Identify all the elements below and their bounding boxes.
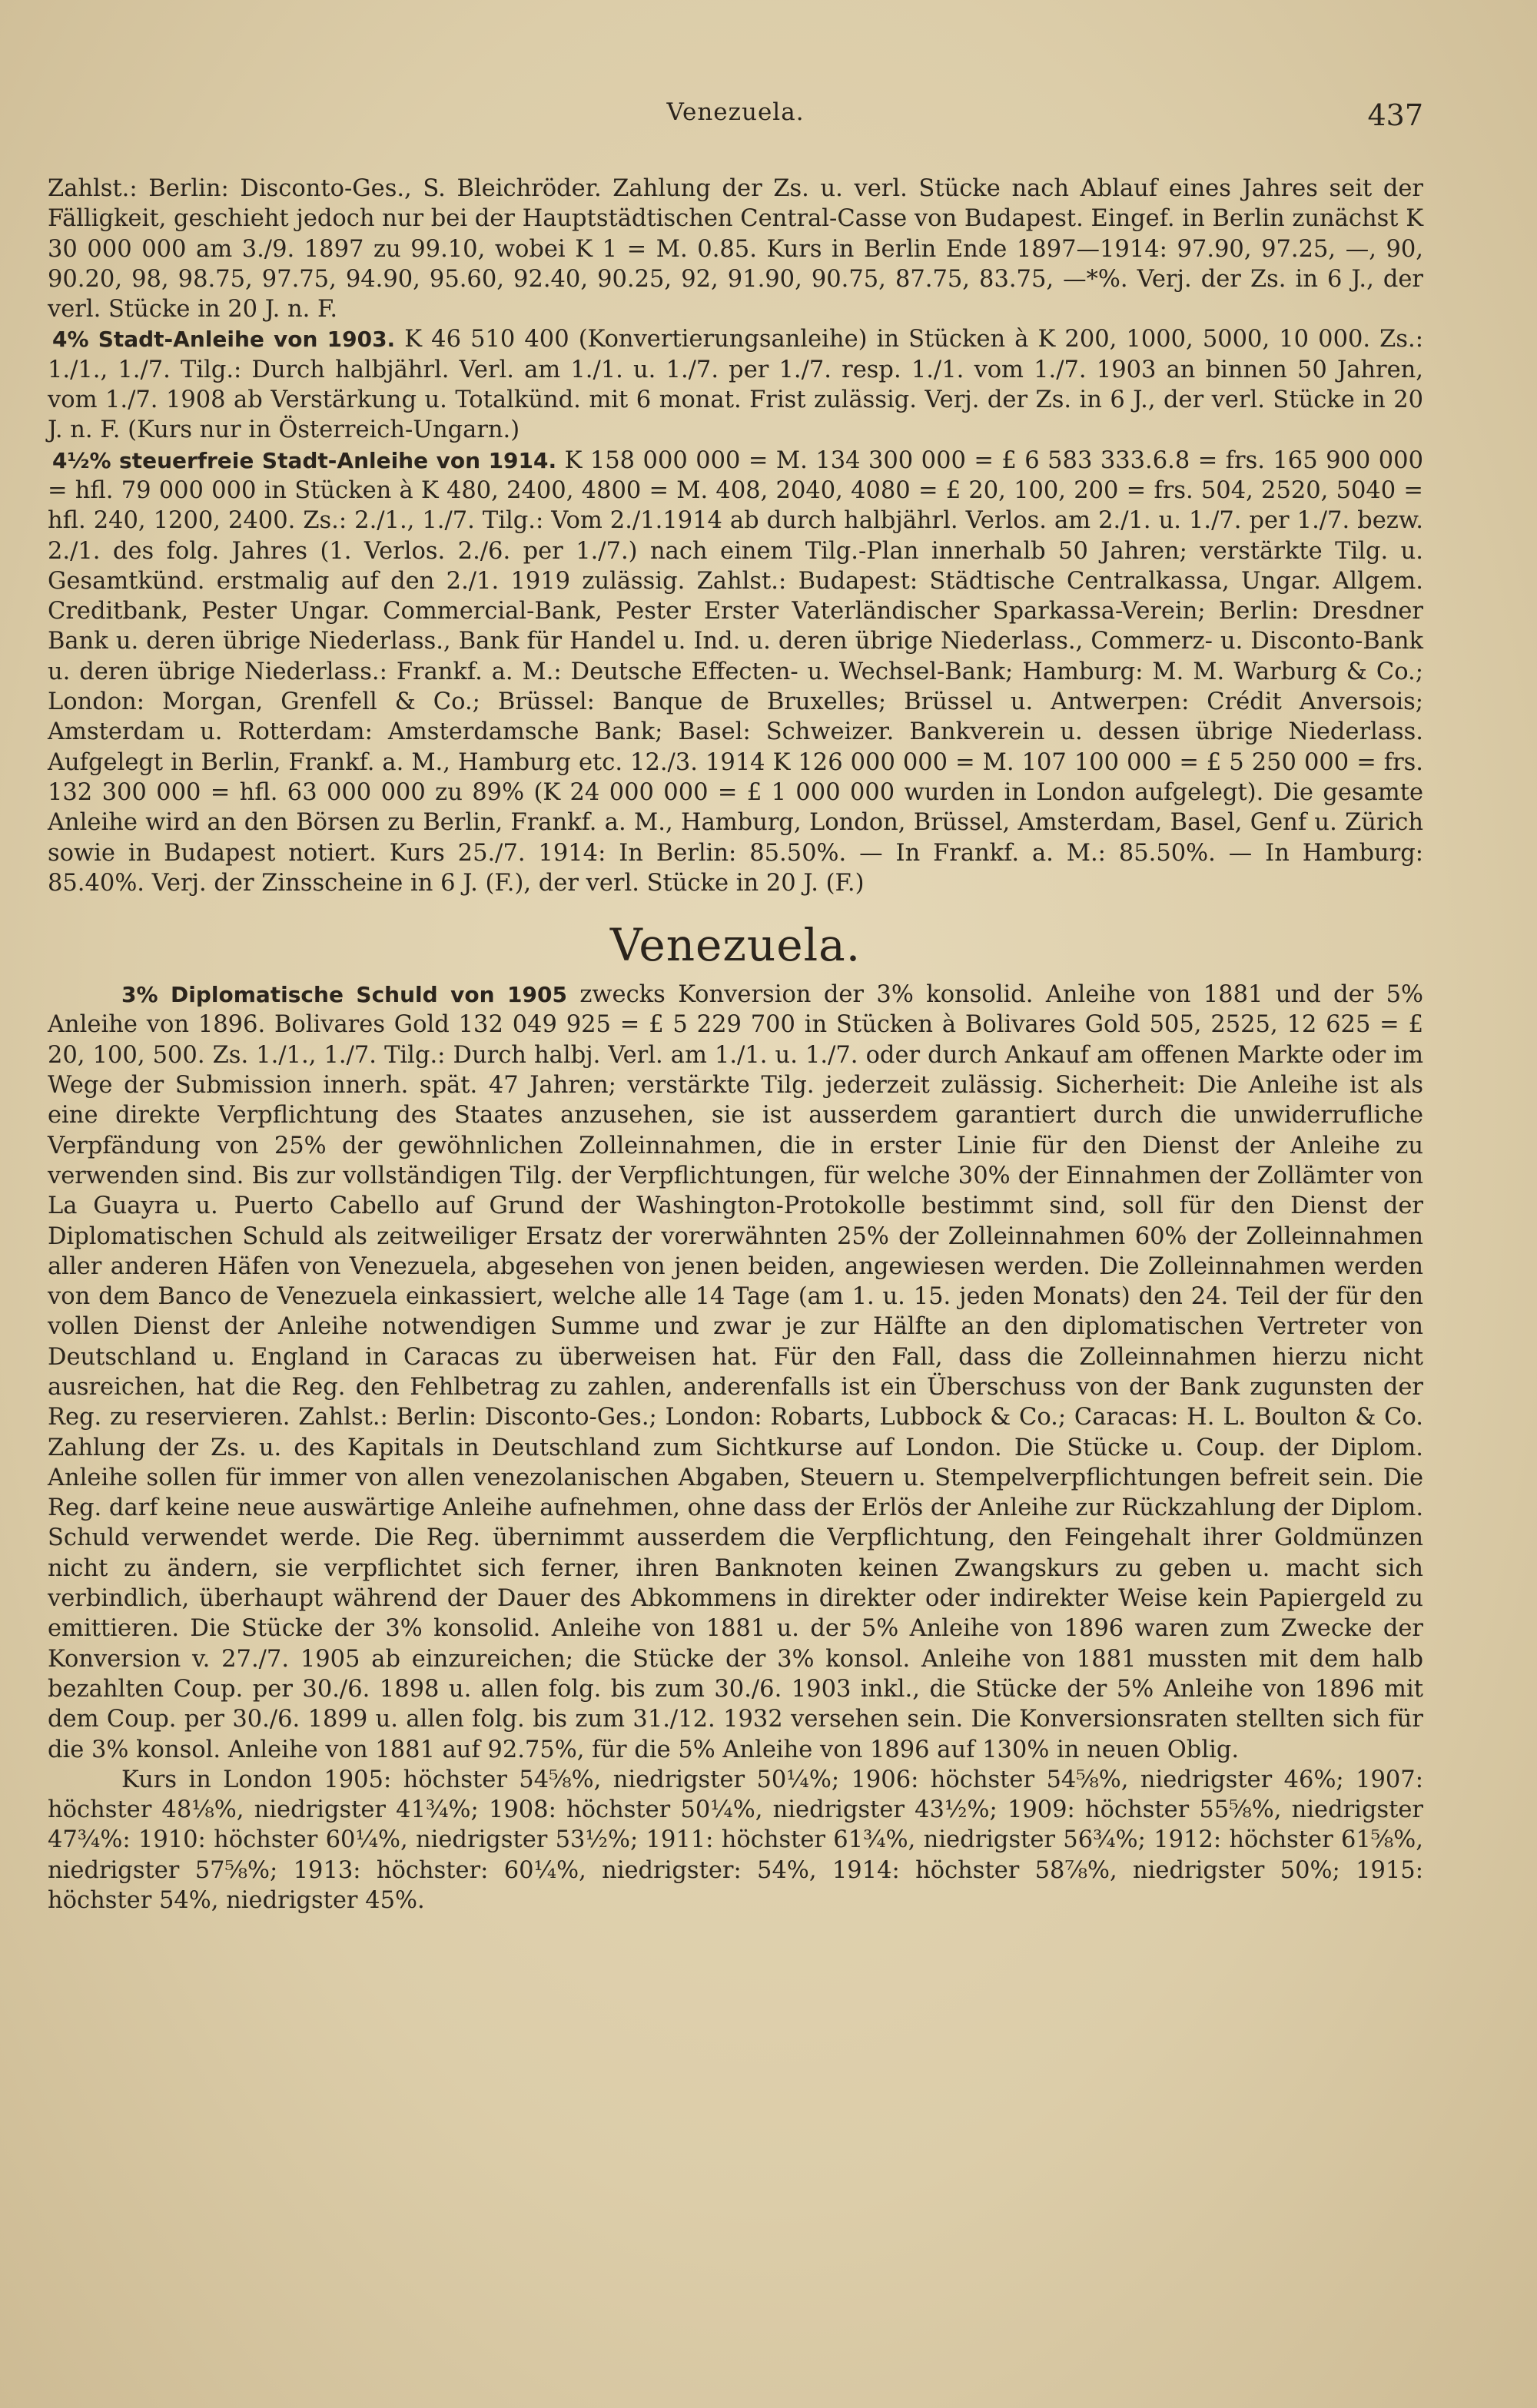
hungary-paragraph-1914 — [48, 446, 1423, 898]
loan-heading-1903: 4% Stadt-Anleihe von 1903. — [52, 327, 396, 353]
hungary-paragraph-zahlst: Zahlst.: Berlin: Disconto-Ges., S. Bleichröder. Zahlung der Zs. u. verl. Stücke nach Ablauf eines Jahres seit der Fälligkeit, geschieht jedoch nur bei der Hauptstädtischen Central-Casse von Budapest. Eingef. in Berlin zunächst K 30 000 000 am 3./9. 1897 zu 99.10, wobei K 1 = M. 0.85. Kurs in Berlin Ende 1897—1914: 97.90, 97.25, —, 90, 90.20, 98, 98.75, 97.75, 94.90, 95.60, 92.40, 90.25, 92, 91.90, 90.75, 87.75, 83.75, —*%. Verj. der Zs. in 6 J., der verl. Stücke in 20 J. n. F. — [48, 175, 1423, 323]
page-header — [48, 98, 1423, 144]
loan-body-1903: K 46 510 400 (Konvertierungsanleihe) in Stücken à K 200, 1000, 5000, 10 000. Zs.: 1./1., 1./7. Tilg.: Durch halbjährl. Verl. am 1./1. u. 1./7. per 1./7. resp. 1./1. vom 1./7. 1903 an binnen 50 Jahren, vom 1./7. 1908 ab Verstärkung u. Totalkünd. mit 6 monat. Frist zulässig. Verj. der Zs. in 6 J., der verl. Stücke in 20 J. n. F. (Kurs nur in Österreich-Ungarn.) — [48, 326, 1423, 444]
loan-body-1905: zwecks Konversion der 3% konsolid. Anleihe von 1881 und der 5% Anleihe von 1896. Bolivares Gold 132 049 925 = £ 5 229 700 in Stücken à Bolivares Gold 505, 2525, 12 625 = £ 20, 100, 500. Zs. 1./1., 1./7. Tilg.: Durch halbj. Verl. am 1./1. u. 1./7. oder durch Ankauf am offenen Markte oder im Wege der Submission innerh. spät. 47 Jahren; verstärkte Tilg. jederzeit zulässig. Sicherheit: Die Anleihe ist als eine direkte Verpflichtung des Staates anzusehen, sie ist ausserdem garantiert durch die unwiderrufliche Verpfändung von 25% der gewöhnlichen Zolleinnahmen, die in erster Linie für den Dienst der Anleihe zu verwenden sind. Bis zur vollständigen Tilg. der Verpflichtungen, für welche 30% der Einnahmen der Zollämter von La Guayra u. Puerto Cabello auf Grund der Washington-Protokolle bestimmt sind, soll für den Dienst der Diplomatischen Schuld als zeitweiliger Ersatz der vorerwähnten 25% der Zolleinnahmen 60% der Zolleinnahmen aller anderen Häfen von Venezuela, abgesehen von jenen beiden, angewiesen werden. Die Zolleinnahmen werden von dem Banco de Venezuela einkassiert, welche alle 14 Tage (am 1. u. 15. jeden Monats) den 24. Teil der für den vollen Dienst der Anleihe notwendigen Summe und zwar je zur Hälfte an den diplomatischen Vertreter von Deutschland u. England in Caracas zu überweisen hat. Für den Fall, dass die Zolleinnahmen hierzu nicht ausreichen, hat die Reg. den Fehlbetrag zu zahlen, anderenfalls ist ein Überschuss von der Bank zugunsten der Reg. zu reservieren. Zahlst.: Berlin: Disconto-Ges.; London: Robarts, Lubbock & Co.; Caracas: H. L. Boulton & Co. Zahlung der Zs. u. des Kapitals in Deutschland zum Sichtkurse auf London. Die Stücke u. Coup. der Diplom. Anleihe sollen für immer von allen venezolanischen Abgaben, Steuern u. Stempelverpflichtungen befreit sein. Die Reg. darf keine neue auswärtige Anleihe aufnehmen, ohne dass der Erlös der Anleihe zur Rückzahlung der Diplom. Schuld verwendet werde. Die Reg. übernimmt ausserdem die Verpflichtung, den Feingehalt ihrer Goldmünzen nicht zu ändern, sie verpflichtet sich ferner, ihren Banknoten keinen Zwangskurs zu geben u. macht sich verbindlich, überhaupt während der Dauer des Abkommens in direkter oder indirekter Weise kein Papiergeld zu emittieren. Die Stücke der 3% konsolid. Anleihe von 1881 u. der 5% Anleihe von 1896 waren zum Zwecke der Konversion v. 27./7. 1905 ab einzureichen; die Stücke der 3% konsol. Anleihe von 1881 mussten mit dem halb bezahlten Coup. per 30./6. 1898 u. allen folg. bis zum 30./6. 1903 inkl., die Stücke der 5% Anleihe von 1896 mit dem Coup. per 30./6. 1899 u. allen folg. bis zum 31./12. 1932 versehen sein. Die Konversionsraten stellten sich für die 3% konsol. Anleihe von 1881 auf 92.75%, für die 5% Anleihe von 1896 auf 130% in neuen Oblig. — [48, 981, 1424, 1763]
page-number: 437 — [1367, 98, 1423, 132]
page-content — [48, 174, 1423, 1915]
venezuela-paragraph-diplomatic-debt — [48, 980, 1423, 1765]
section-title-venezuela: Venezuela. — [609, 919, 861, 972]
loan-body-1914: K 158 000 000 = M. 134 300 000 = £ 6 583 333.6.8 = frs. 165 900 000 = hfl. 79 000 000 in Stücken à K 480, 2400, 4800 = M. 408, 2040, 4080 = £ 20, 100, 200 = frs. 504, 2520, 5040 = hfl. 240, 1200, 2400. Zs.: 2./1., 1./7. Tilg.: Vom 2./1.1914 ab durch halbjährl. Verlos. am 2./1. u. 1./7. per 1./7. bezw. 2./1. des folg. Jahres (1. Verlos. 2./6. per 1./7.) nach einem Tilg.-Plan innerhalb 50 Jahren; verstärkte Tilg. u. Gesamtkünd. erstmalig auf den 2./1. 1919 zulässig. Zahlst.: Budapest: Städtische Centralkassa, Ungar. Allgem. Creditbank, Pester Ungar. Commercial-Bank, Pester Erster Vaterländischer Sparkassa-Verein; Berlin: Dresdner Bank u. deren übrige Niederlass., Bank für Handel u. Ind. u. deren übrige Niederlass., Commerz- u. Disconto-Bank u. deren übrige Niederlass.: Frankf. a. M.: Deutsche Effecten- u. Wechsel-Bank; Hamburg: M. M. Warburg & Co.; London: Morgan, Grenfell & Co.; Brüssel: Banque de Bruxelles; Brüssel u. Antwerpen: Crédit Anversois; Amsterdam u. Rotterdam: Amsterdamsche Bank; Basel: Schweizer. Bankverein u. dessen übrige Niederlass. Aufgelegt in Berlin, Frankf. a. M., Hamburg etc. 12./3. 1914 K 126 000 000 = M. 107 100 000 = £ 5 250 000 = frs. 132 300 000 = hfl. 63 000 000 zu 89% (K 24 000 000 = £ 1 000 000 wurden in London aufgelegt). Die gesamte Anleihe wird an den Börsen zu Berlin, Frankf. a. M., Hamburg, London, Brüssel, Amsterdam, Basel, Genf u. Zürich sowie in Budapest notiert. Kurs 25./7. 1914: In Berlin: 85.50%. — In Frankf. a. M.: 85.50%. — In Hamburg: 85.40%. Verj. der Zinsscheine in 6 J. (F.), der verl. Stücke in 20 J. (F.) — [48, 446, 1423, 897]
hungary-paragraph-1903 — [48, 324, 1423, 445]
running-title: Venezuela. — [666, 98, 805, 126]
venezuela-paragraph-kurs-london: Kurs in London 1905: höchster 54⅝%, niedrigster 50¼%; 1906: höchster 54⅝%, niedrigster 46%; 1907: höchster 48⅛%, niedrigster 41¾%; 1908: höchster 50¼%, niedrigster 43½%; 1909: höchster 55⅝%, niedrigster 47¾%: 1910: höchster 60¼%, niedrigster 53½%; 1911: höchster 61¾%, niedrigster 56¾%; 1912: höchster 61⅝%, niedrigster 57⅝%; 1913: höchster: 60¼%, niedrigster: 54%, 1914: höchster 58⅞%, niedrigster 50%; 1915: höchster 54%, niedrigster 45%. — [48, 1766, 1423, 1915]
loan-heading-1914: 4½% steuerfreie Stadt-Anleihe von 1914. — [52, 447, 557, 473]
loan-heading-1905: 3% Diplomatische Schuld von 1905 — [121, 982, 567, 1008]
